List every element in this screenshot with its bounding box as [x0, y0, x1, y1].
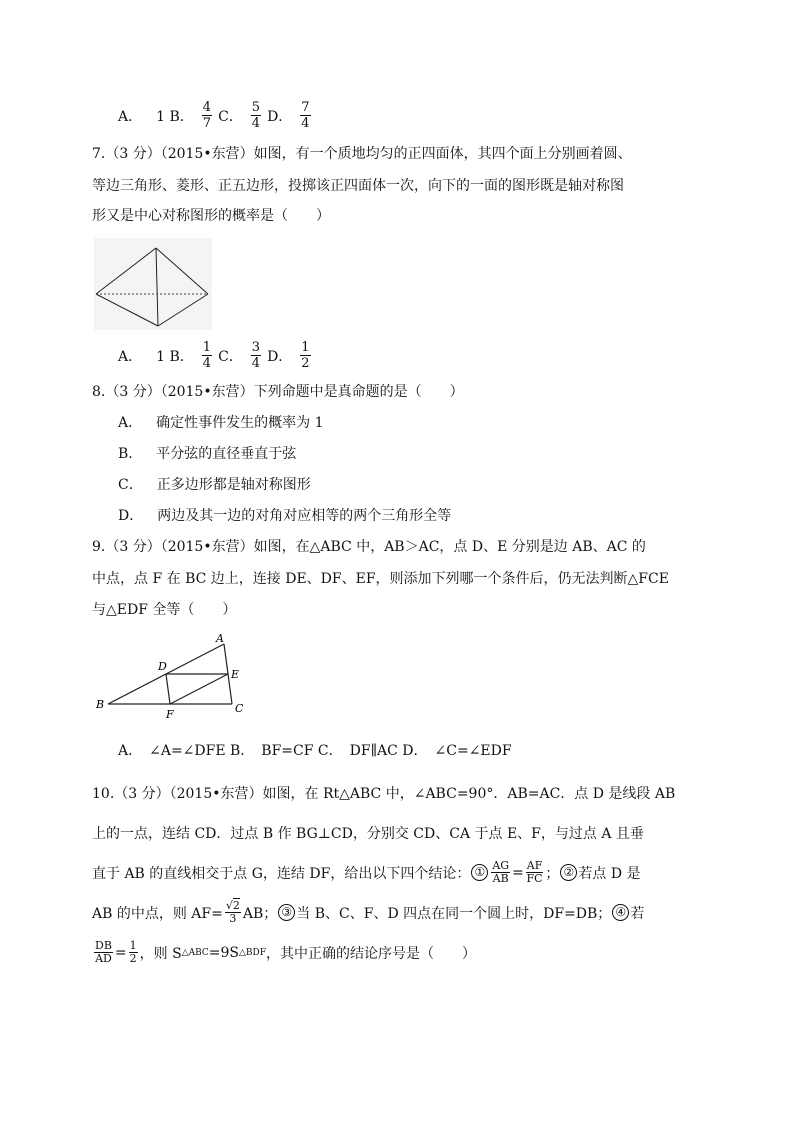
fraction-numerator: 5	[251, 100, 261, 115]
text-segment: ；	[545, 865, 560, 882]
segment-ef	[170, 674, 228, 704]
label-e: E	[231, 668, 240, 681]
label-d: D	[158, 660, 167, 673]
circled-number-2: ②	[560, 864, 577, 881]
text-segment: 直于 AB 的直线相交于点 G，连结 DF，给出以下四个结论：	[92, 865, 471, 882]
fraction-numerator: 3	[251, 340, 261, 355]
fraction-ag-ab	[491, 860, 510, 885]
label-b: B	[96, 698, 105, 711]
q6-option-a-value: 1 B．	[156, 108, 194, 125]
q10-stem-line-4	[92, 900, 644, 925]
subscript-bdf: △BDF	[239, 947, 267, 958]
q10-stem-line-1: 10.（3 分）（2015•东营）如图，在 Rt△ABC 中，∠ABC=90°．AB=AC．点 D 是线段 AB	[92, 786, 676, 802]
label-f: F	[166, 708, 174, 721]
triangle-figure	[92, 630, 252, 722]
q7-option-a-label: A．	[118, 348, 143, 365]
fraction-one-half	[129, 940, 138, 965]
option-label: B．	[118, 446, 143, 462]
fraction-denominator: AB	[492, 872, 509, 885]
q7-option-a-value: 1 B．	[156, 348, 194, 365]
fraction-denominator: 7	[202, 116, 212, 131]
fraction-denominator: AD	[95, 952, 112, 965]
q8-option-a	[118, 413, 323, 433]
fraction-numerator: AF	[526, 859, 543, 872]
q9-stem-line-2: 中点，点 F 在 BC 边上，连接 DE、DF、EF，则添加下列哪一个条件后，仍无法判断△FCE	[92, 571, 669, 587]
label-a: A	[216, 632, 224, 645]
fraction-denominator: 2	[301, 356, 310, 371]
text-segment: =9S	[208, 944, 240, 961]
fraction-denominator: FC	[526, 872, 543, 885]
q7-option-d-fraction	[300, 340, 310, 371]
segment-df	[166, 674, 170, 704]
q8-stem: 8.（3 分）（2015•东营）下列命题中是真命题的是（ ）	[92, 384, 464, 400]
fraction-numerator: 1	[301, 340, 310, 355]
fraction-denominator: 4	[251, 116, 261, 131]
equals-sign: =	[114, 944, 127, 961]
q9-options: A． ∠A=∠DFE B． BF=CF C． DF∥AC D． ∠C=∠EDF	[118, 743, 512, 759]
q6-option-d-fraction	[300, 100, 310, 131]
q7-option-c-fraction	[251, 340, 261, 371]
figure-background	[94, 238, 212, 330]
text-segment: AB 的中点，则 AF=	[92, 905, 223, 922]
fraction-denominator: 4	[202, 356, 212, 371]
q8-option-c	[118, 475, 311, 495]
q6-option-d-label: D．	[267, 108, 293, 125]
fraction-numerator: 1	[202, 340, 212, 355]
q7-option-d-label: D．	[267, 348, 293, 365]
q8-option-b	[118, 444, 296, 464]
option-text: 正多边形都是轴对称图形	[156, 477, 311, 493]
fraction-sqrt2-over-3	[225, 900, 241, 925]
option-text: 两边及其一边的对角对应相等的两个三角形全等	[157, 508, 452, 524]
q9-stem-line-3: 与△EDF 全等（ ）	[92, 602, 237, 618]
fraction-denominator: 3	[229, 912, 237, 925]
text-segment: ，其中正确的结论序号是（ ）	[266, 945, 477, 962]
fraction-numerator: DB	[95, 939, 112, 952]
q7-options	[118, 340, 313, 371]
q10-stem-line-3	[92, 860, 641, 885]
q7-stem-line-2: 等边三角形、菱形、正五边形，投掷该正四面体一次，向下的一面的图形既是轴对称图	[92, 178, 624, 194]
q8-option-d	[118, 506, 451, 526]
fraction-denominator: 2	[129, 952, 137, 965]
q7-stem-line-1: 7.（3 分）（2015•东营）如图，有一个质地均匀的正四面体，其四个面上分别画着圆、	[92, 146, 632, 162]
q6-option-c-fraction	[251, 100, 261, 131]
fraction-denominator: 4	[251, 356, 261, 371]
text-segment: 当 B、C、F、D 四点在同一个圆上时，DF=DB；	[296, 905, 612, 922]
fraction-numerator: 4	[202, 100, 212, 115]
q6-option-b-fraction	[202, 100, 212, 131]
q7-option-c-label: C．	[218, 348, 243, 365]
label-c: C	[235, 702, 244, 715]
fraction-af-fc	[526, 860, 544, 885]
circled-number-4: ④	[612, 904, 629, 921]
tetrahedron-figure	[94, 238, 212, 330]
text-segment: 若点 D 是	[578, 865, 641, 882]
circled-number-1: ①	[471, 864, 488, 881]
q9-stem-line-1: 9.（3 分）（2015•东营）如图，在△ABC 中，AB＞AC，点 D、E 分别是边 AB、AC 的	[92, 539, 646, 555]
option-label: C．	[118, 477, 143, 493]
option-label: A．	[118, 415, 143, 431]
subscript-abc: △ABC	[181, 947, 209, 958]
option-label: D．	[118, 508, 144, 524]
q6-option-c-label: C．	[218, 108, 243, 125]
q10-stem-line-5	[92, 940, 476, 965]
q7-stem-line-3: 形又是中心对称图形的概率是（ ）	[92, 208, 330, 224]
fraction-numerator: 1	[129, 939, 137, 952]
fraction-numerator: AG	[492, 859, 510, 872]
sqrt-radicand: 2	[232, 899, 240, 912]
q6-option-a-label: A．	[118, 108, 143, 125]
text-segment: 若	[630, 905, 645, 922]
fraction-numerator: 7	[301, 100, 310, 115]
option-text: 平分弦的直径垂直于弦	[156, 446, 297, 462]
q7-option-b-fraction	[202, 340, 212, 371]
q10-stem-line-2: 上的一点，连结 CD．过点 B 作 BG⊥CD，分别交 CD、CA 于点 E、F，与过点 A 且垂	[92, 826, 644, 842]
fraction-numerator: √2	[225, 899, 240, 912]
option-text: 确定性事件发生的概率为 1	[156, 415, 324, 431]
equals-sign: =	[512, 864, 524, 881]
fraction-db-ad	[94, 940, 113, 965]
fraction-denominator: 4	[301, 116, 310, 131]
circled-number-3: ③	[278, 904, 295, 921]
q6-options	[118, 100, 313, 131]
text-segment: ，则 S	[139, 945, 182, 962]
text-segment: AB；	[242, 905, 278, 922]
